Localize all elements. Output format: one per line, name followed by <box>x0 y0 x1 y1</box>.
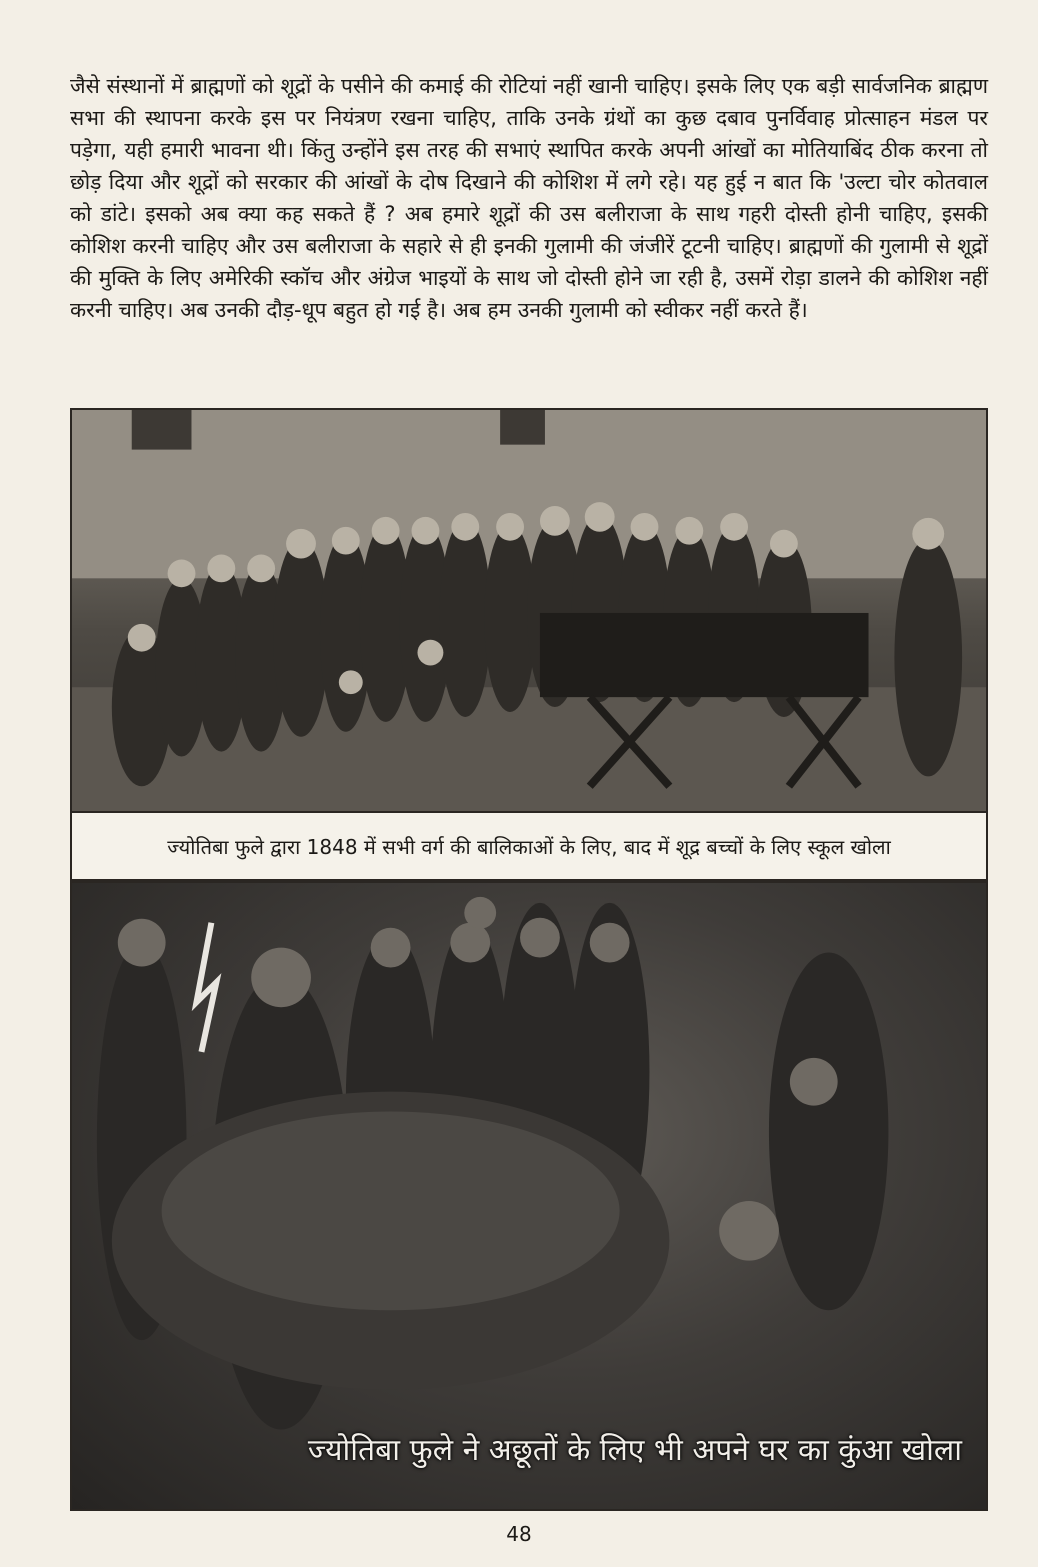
school-photo-illustration <box>72 410 986 811</box>
well-sculpture-illustration <box>72 883 986 1509</box>
body-paragraph: जैसे संस्थानों में ब्राह्मणों को शूद्रों के पसीने की कमाई की रोटियां नहीं खानी चाहिए। इसके लिए एक बड़ी सार्वजनिक ब्राह्मण सभा की स्थापना करके इस पर नियंत्रण रखना चाहिए, ताकि उनके ग्रंथों का कुछ दबाव पुनर्विवाह प्रोत्साहन मंडल पर पड़ेगा, यही हमारी भावना थी। किंतु उन्होंने इस तरह की सभाएं स्थापित करके अपनी आंखों का मोतियाबिंद ठीक करना तो छोड़ दिया और शूद्रों को सरकार की आंखों के दोष दिखाने की कोशिश में लगे रहे। यह हुई न बात कि 'उल्टा चोर कोतवाल को डांटे। इसको अब क्या कह सकते हैं ? अब हमारे शूद्रों की उस बलीराजा के साथ गहरी दोस्ती होनी चाहिए, इसकी कोशिश करनी चाहिए और उस बलीराजा के सहारे से ही इनकी गुलामी की जंजीरें टूटनी चाहिए। ब्राह्मणों की गुलामी से शूद्रों की मुक्ति के लिए अमेरिकी स्कॉच और अंग्रेज भाइयों के साथ जो दोस्ती होने जा रही है, उसमें रोड़ा डालने की कोशिश नहीं करनी चाहिए। अब उनकी दौड़-धूप बहुत हो गई है। अब हम उनकी गुलामी को स्वीकर नहीं करते हैं। <box>70 74 988 322</box>
well-sculpture-photo <box>70 881 988 1511</box>
school-girls-photo <box>70 408 988 813</box>
school-photo-caption: ज्योतिबा फुले द्वारा 1848 में सभी वर्ग की बालिकाओं के लिए, बाद में शूद्र बच्चों के लिए स्कूल खोला <box>70 813 988 881</box>
well-photo-caption: ज्योतिबा फुले ने अछूतों के लिए भी अपने घर का कुंआ खोला <box>307 1433 962 1468</box>
page-number: 48 <box>506 1522 532 1546</box>
